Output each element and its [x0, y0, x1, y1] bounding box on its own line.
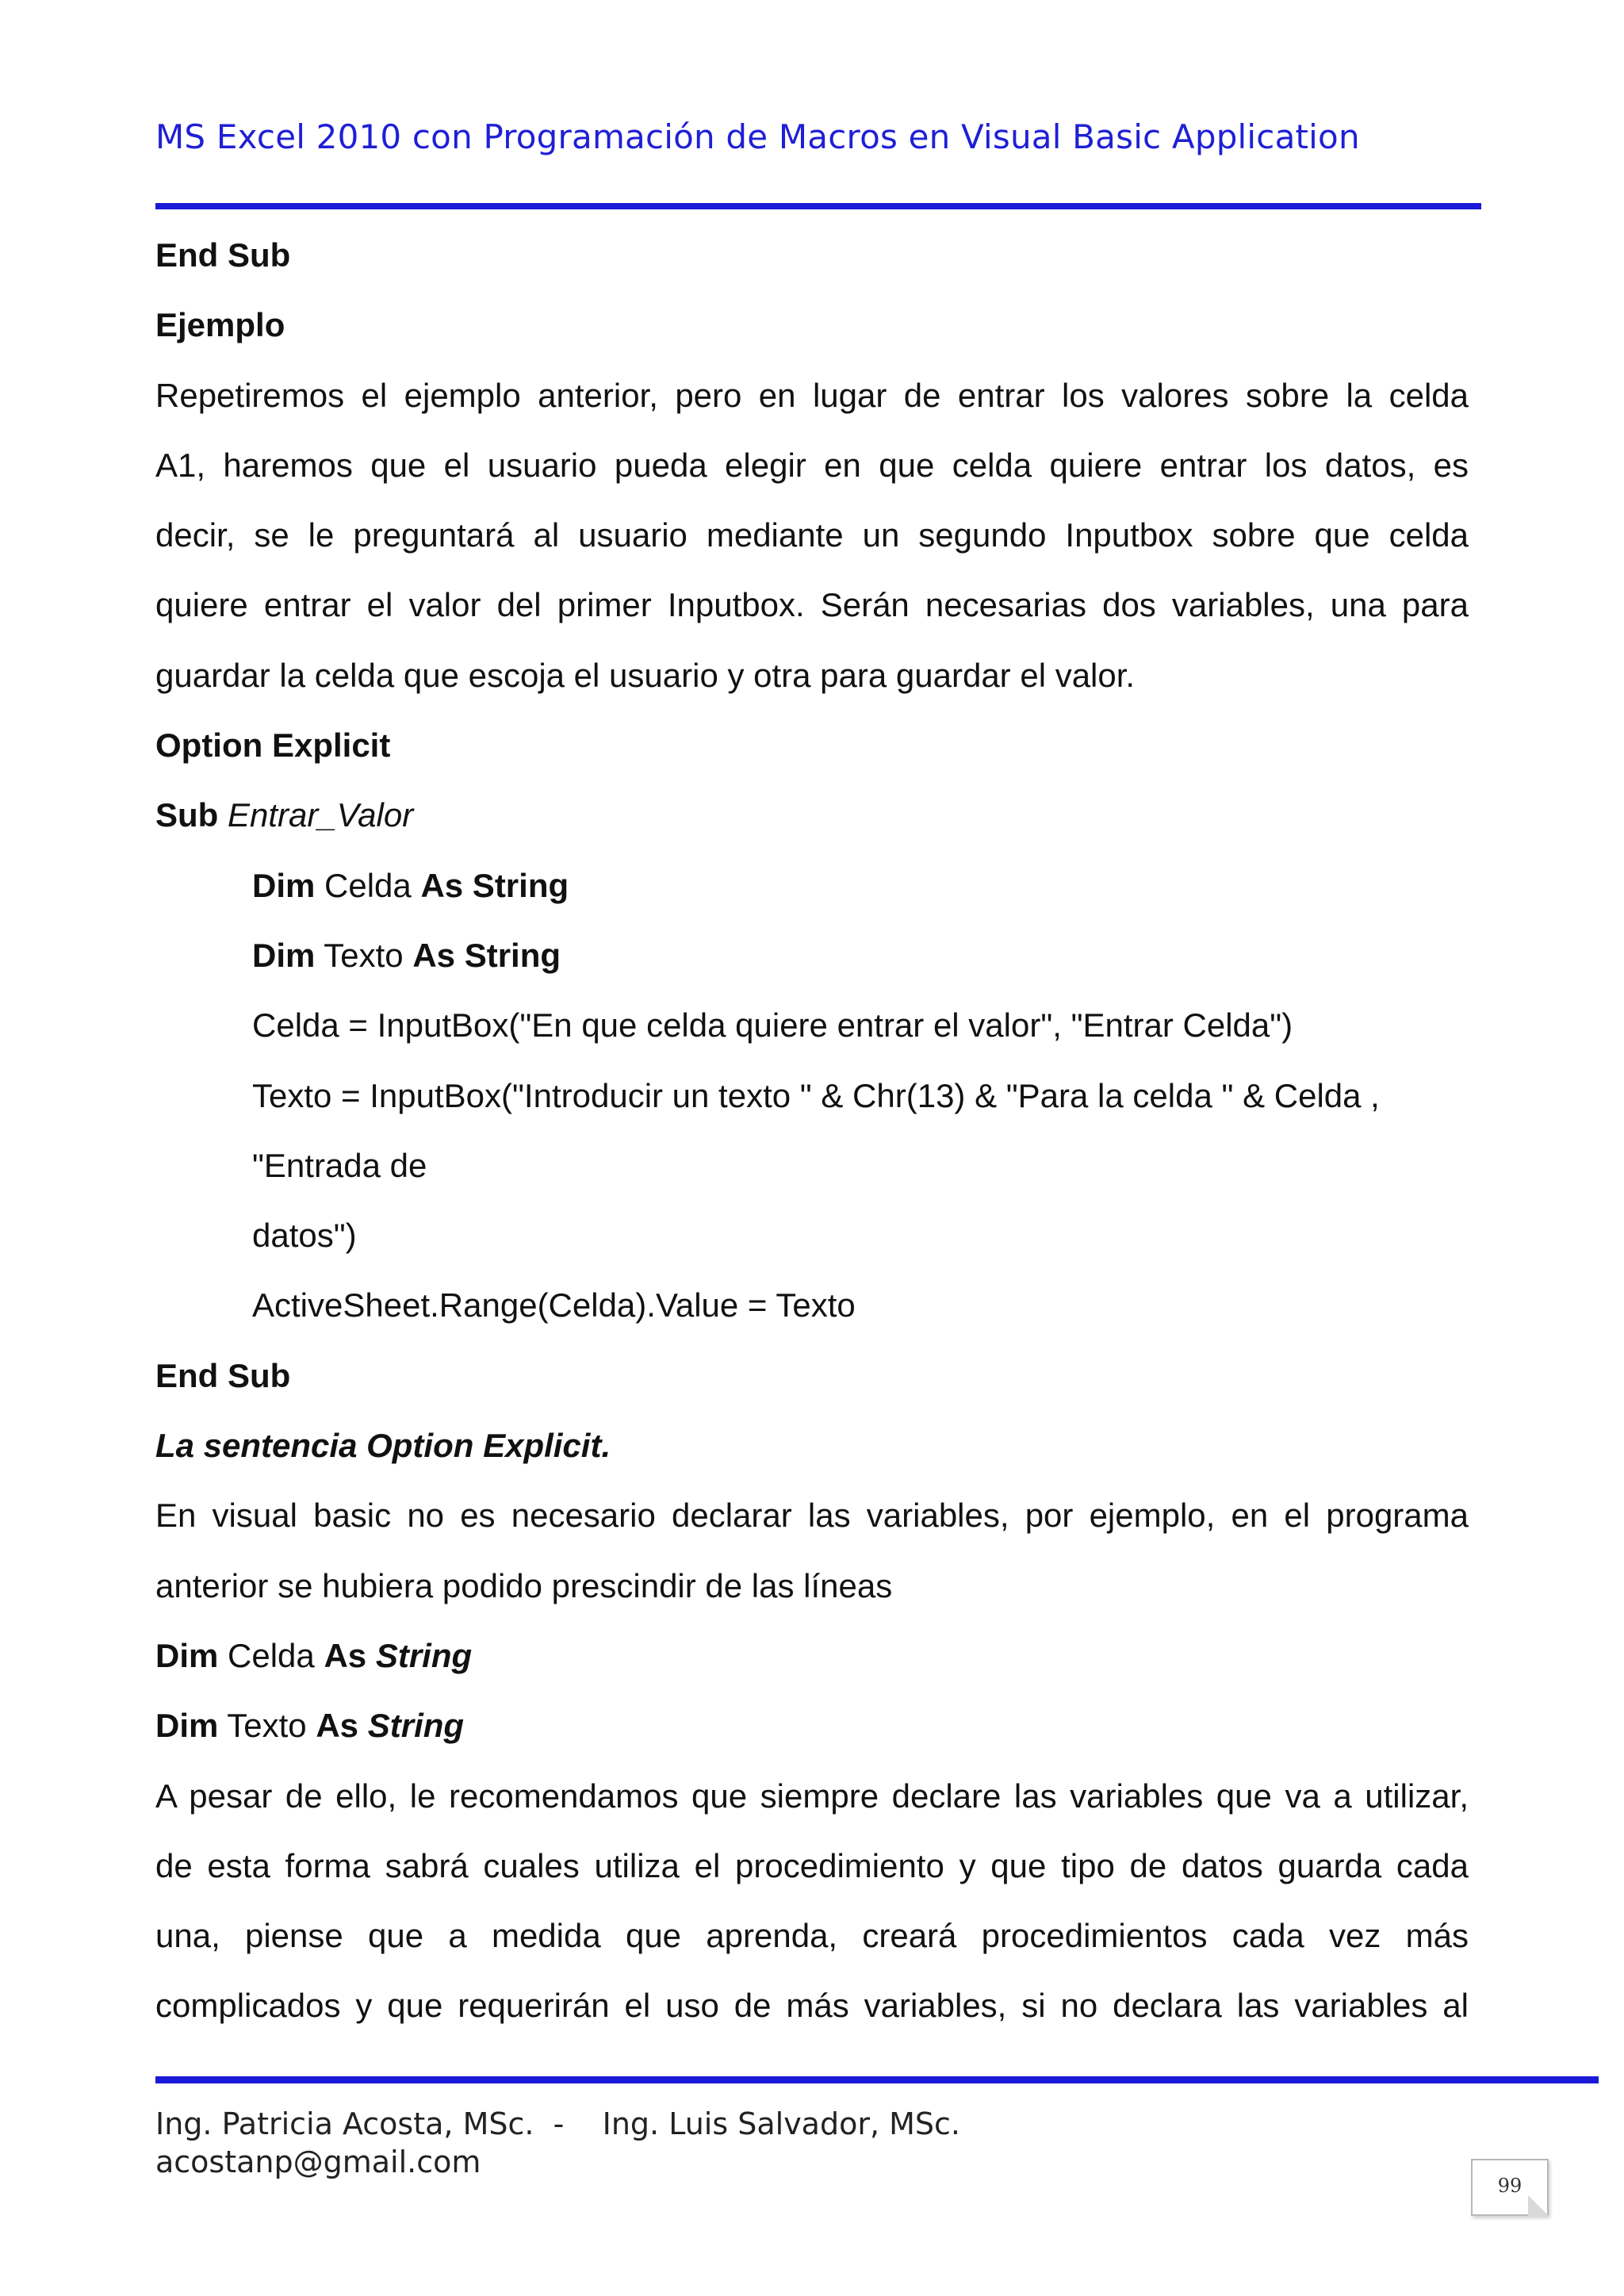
paragraph-line: A pesar de ello, le recomendamos que siempre declare las variables que va a utilizar,: [155, 1777, 1469, 1815]
code-line: datos"): [252, 1217, 357, 1255]
paragraph-line: de esta forma sabrá cuales utiliza el procedimiento y que tipo de datos guarda cada: [155, 1846, 1469, 1884]
page-curl-icon: [1528, 2195, 1549, 2216]
code-option-explicit: Option Explicit: [155, 726, 391, 765]
paragraph-line: anterior se hubiera podido prescindir de las líneas: [155, 1566, 893, 1604]
code-line: "Entrada de: [252, 1146, 427, 1184]
code-dim-texto: Dim Texto As String: [252, 936, 561, 974]
header-divider: [155, 203, 1481, 209]
code-line: ActiveSheet.Range(Celda).Value = Texto: [252, 1286, 856, 1324]
paragraph-line: guardar la celda que escoja el usuario y otra para guardar el valor.: [155, 656, 1136, 694]
paragraph-line: En visual basic no es necesario declarar las variables, por ejemplo, en el programa: [155, 1497, 1469, 1535]
paragraph-line: quiere entrar el valor del primer Inputbox. Serán necesarias dos variables, una para: [155, 586, 1469, 624]
footer: [155, 2105, 960, 2181]
page-number: 99: [1497, 2175, 1522, 2197]
paragraph-line: A1, haremos que el usuario pueda elegir en que celda quiere entrar los datos, es: [155, 446, 1469, 484]
code-sub-declaration: Sub Entrar_Valor: [155, 796, 414, 834]
footer-divider: [155, 2076, 1599, 2083]
code-line: Texto = InputBox("Introducir un texto " & Chr(13) & "Para la celda " & Celda ,: [252, 1076, 1380, 1114]
example-heading: Ejemplo: [155, 306, 285, 344]
code-end-sub: End Sub: [155, 1356, 291, 1394]
paragraph-line: decir, se le preguntará al usuario mediante un segundo Inputbox sobre que celda: [155, 516, 1469, 554]
code-dim-texto-example: Dim Texto As String: [155, 1707, 465, 1745]
page-body: [155, 220, 1469, 2041]
footer-authors: Ing. Patricia Acosta, MSc. - Ing. Luis Salvador, MSc.: [155, 2106, 960, 2141]
page-number-box: [1471, 2159, 1549, 2216]
paragraph-line: complicados y que requerirán el uso de más variables, si no declara las variables al: [155, 1987, 1469, 2025]
code-dim-celda-example: Dim Celda As String: [155, 1636, 473, 1674]
header-title: MS Excel 2010 con Programación de Macros en Visual Basic Application: [155, 117, 1360, 156]
footer-email: acostanp@gmail.com: [155, 2145, 481, 2179]
code-line: Celda = InputBox("En que celda quiere entrar el valor", "Entrar Celda"): [252, 1006, 1293, 1045]
section-title: La sentencia Option Explicit.: [155, 1427, 611, 1465]
code-dim-celda: Dim Celda As String: [252, 866, 569, 904]
paragraph-line: Repetiremos el ejemplo anterior, pero en lugar de entrar los valores sobre la celda: [155, 376, 1469, 414]
end-sub-line: End Sub: [155, 236, 291, 274]
paragraph-line: una, piense que a medida que aprenda, creará procedimientos cada vez más: [155, 1917, 1469, 1955]
